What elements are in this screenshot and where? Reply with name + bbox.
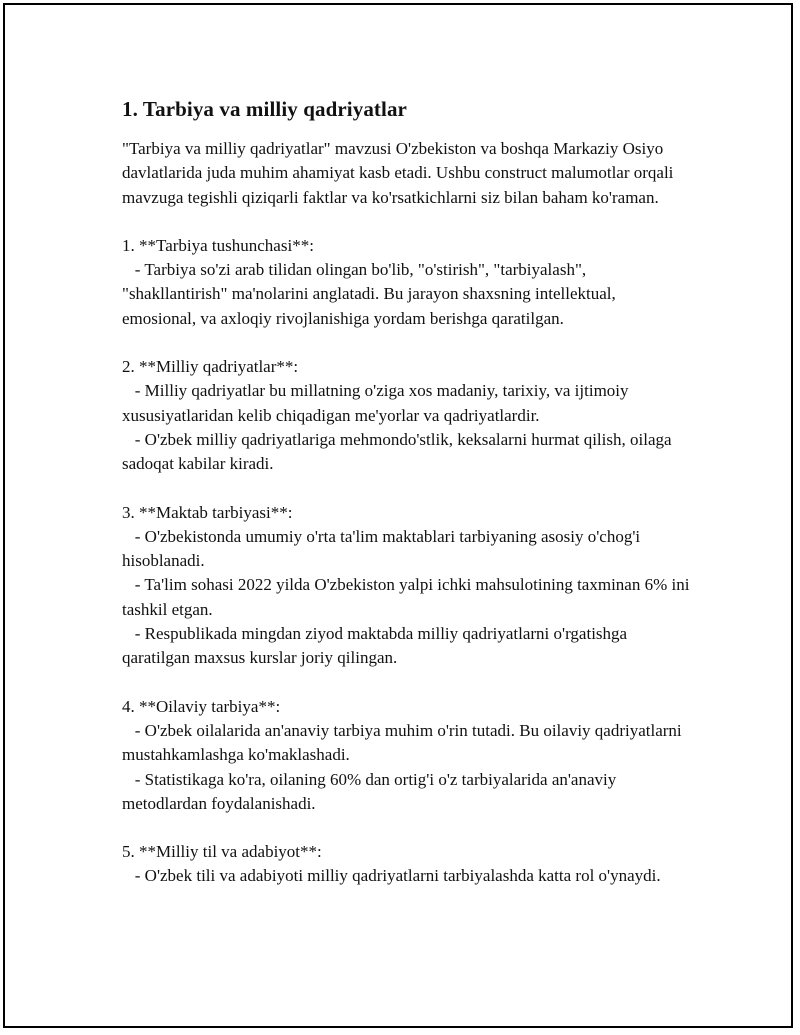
bullet-item: - Ta'lim sohasi 2022 yilda O'zbekiston yalpi ichki mahsulotining taxminan 6% ini tashkil etgan.: [122, 575, 694, 619]
section-heading: 5. **Milliy til va adabiyot**:: [122, 842, 322, 862]
section-4: [122, 695, 692, 816]
bullet-item: - Tarbiya so'zi arab tilidan olingan bo'lib, "o'stirish", "tarbiyalash", "shakllantirish" ma'nolarini anglatadi. Bu jarayon shaxsning intellektual, emosional, va axloqiy rivojlanishiga yordam berishga qaratilgan.: [122, 260, 621, 328]
section-heading: 1. **Tarbiya tushunchasi**:: [122, 235, 314, 255]
section-2: [122, 355, 692, 476]
bullet-item: - O'zbekistonda umumiy o'rta ta'lim maktablari tarbiyaning asosiy o'chog'i hisoblanadi.: [122, 526, 645, 571]
intro-paragraph: "Tarbiya va milliy qadriyatlar" mavzusi O'zbekiston va boshqa Markaziy Osiyo davlatlarida juda muhim ahamiyat kasb etadi. Ushbu construct malumotlar orqali mavzuga tegishli qiziqarli faktlar va ko'rsatkichlarni siz bilan baham ko'raman.: [122, 139, 678, 207]
section-heading: 4. **Oilaviy tarbiya**:: [122, 696, 281, 716]
bullet-item: - O'zbek milliy qadriyatlariga mehmondo'stlik, keksalarni hurmat qilish, oilaga sadoqat kabilar kiradi.: [122, 429, 676, 474]
bullet-item: - O'zbek tili va adabiyoti milliy qadriyatlarni tarbiyalashda katta rol o'ynaydi.: [122, 866, 661, 886]
document-title: 1. Tarbiya va milliy qadriyatlar: [122, 97, 407, 121]
section-3: [122, 501, 692, 671]
bullet-item: - O'zbek oilalarida an'anaviy tarbiya muhim o'rin tutadi. Bu oilaviy qadriyatlarni mustahkamlashga ko'maklashadi.: [122, 720, 686, 765]
bullet-item: - Milliy qadriyatlar bu millatning o'ziga xos madaniy, tarixiy, va ijtimoiy xususiyatlaridan kelib chiqadigan me'yorlar va qadriyatlardir.: [122, 381, 633, 425]
bullet-item: - Respublikada mingdan ziyod maktabda milliy qadriyatlarni o'rgatishga qaratilgan maxsus kurslar joriy qilingan.: [122, 624, 632, 668]
bullet-item: - Statistikaga ko'ra, oilaning 60% dan ortig'i o'z tarbiyalarida an'anaviy metodlardan foydalanishadi.: [122, 769, 621, 813]
section-5: [122, 840, 692, 889]
section-heading: 3. **Maktab tarbiyasi**:: [122, 502, 293, 522]
document-body: [122, 95, 692, 889]
page-frame: [3, 3, 793, 1028]
section-heading: 2. **Milliy qadriyatlar**:: [122, 357, 299, 377]
section-1: [122, 234, 692, 331]
